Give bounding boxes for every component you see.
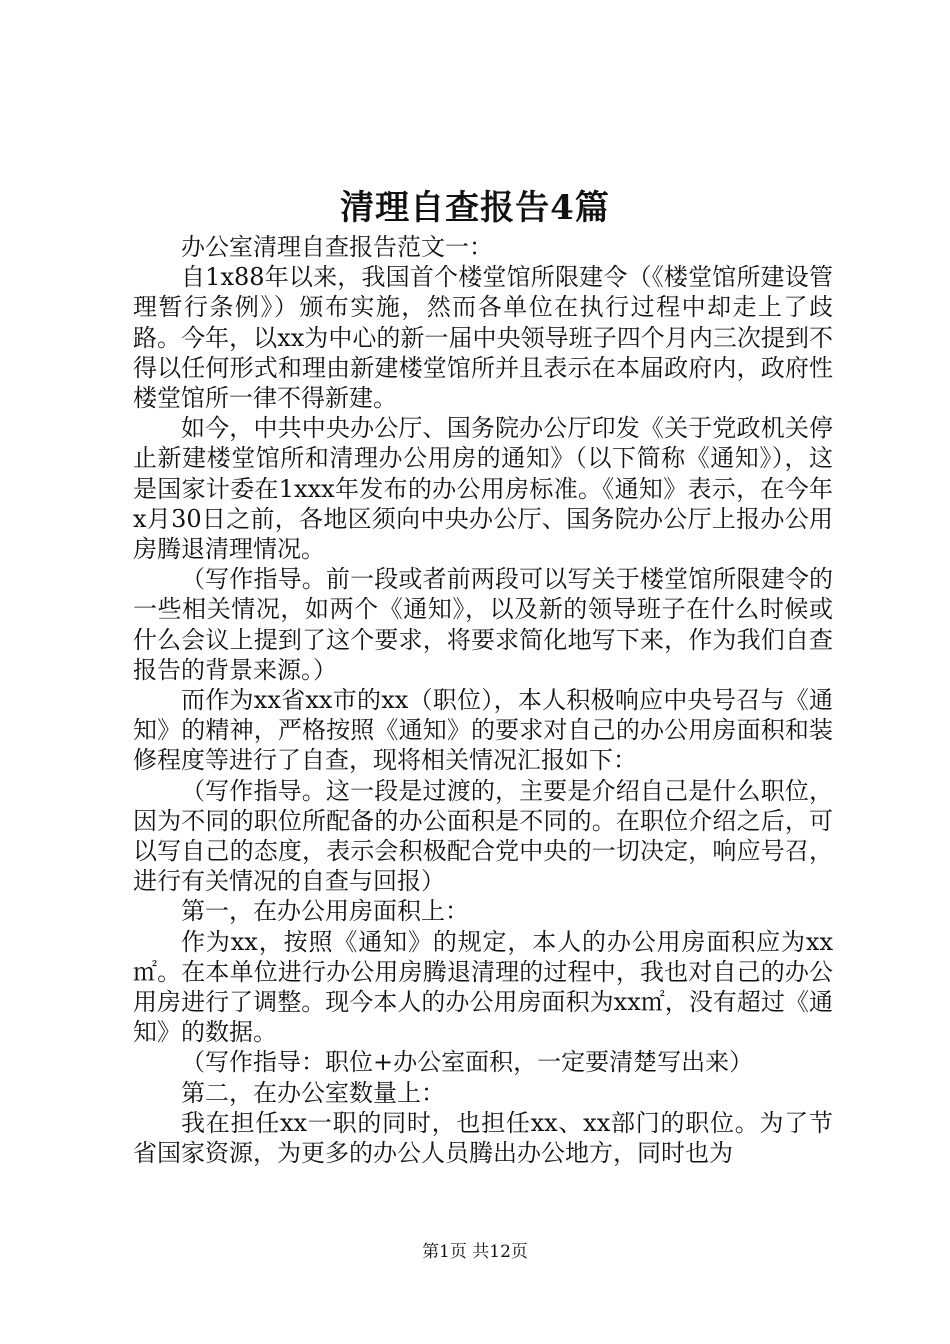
paragraph-writing-guide-3: （写作指导：职位+办公室面积，一定要清楚写出来） bbox=[181, 1048, 754, 1077]
paragraph-background: 自1x88年以来，我国首个楼堂馆所限建令（《楼堂馆所建设管理暂行条例》）颁布实施，然而各单位在执行过程中却走上了歧路。今年，以xx为中心的新一届中央领导班子四个月内三次提到不得以任何形式和理由新建楼堂馆所并且表示在本届政府内，政府性楼堂馆所一律不得新建。 bbox=[133, 263, 833, 413]
paragraph-intro: 办公室清理自查报告范文一： bbox=[181, 233, 493, 261]
document-body bbox=[133, 232, 833, 1168]
paragraph-office-count: 我在担任xx一职的同时，也担任xx、xx部门的职位。为了节省国家资源，为更多的办公人员腾出办公地方，同时也为 bbox=[133, 1108, 833, 1168]
paragraph-section-2-heading: 第二，在办公室数量上： bbox=[181, 1078, 445, 1107]
paragraph-office-area: 作为xx，按照《通知》的规定，本人的办公用房面积应为xx㎡。在本单位进行办公用房腾退清理的过程中，我也对自己的办公用房进行了调整。现今本人的办公用房面积为xx㎡，没有超过《通知》的数据。 bbox=[133, 927, 833, 1047]
paragraph-self-check: 而作为xx省xx市的xx（职位），本人积极响应中央号召与《通知》的精神，严格按照《通知》的要求对自己的办公用房面积和装修程度等进行了自查，现将相关情况汇报如下： bbox=[133, 686, 833, 775]
paragraph-section-1-heading: 第一，在办公用房面积上： bbox=[181, 897, 469, 926]
paragraph-notice: 如今，中共中央办公厅、国务院办公厅印发《关于党政机关停止新建楼堂馆所和清理办公用房的通知》（以下简称《通知》），这是国家计委在1xxx年发布的办公用房标准。《通知》表示，在今年x月30日之前，各地区须向中央办公厅、国务院办公厅上报办公用房腾退清理情况。 bbox=[133, 414, 833, 564]
document-title: 清理自查报告4篇 bbox=[340, 188, 610, 228]
page-number: 第1页 共12页 bbox=[422, 1242, 528, 1262]
paragraph-writing-guide-1: （写作指导。前一段或者前两段可以写关于楼堂馆所限建令的一些相关情况，如两个《通知》，以及新的领导班子在什么时候或什么会议上提到了这个要求，将要求简化地写下来，作为我们自查报告的背景来源。） bbox=[133, 565, 833, 684]
paragraph-writing-guide-2: （写作指导。这一段是过渡的，主要是介绍自己是什么职位，因为不同的职位所配备的办公面积是不同的。在职位介绍之后，可以写自己的态度，表示会积极配合党中央的一切决定，响应号召，进行有关情况的自查与回报） bbox=[133, 776, 833, 896]
